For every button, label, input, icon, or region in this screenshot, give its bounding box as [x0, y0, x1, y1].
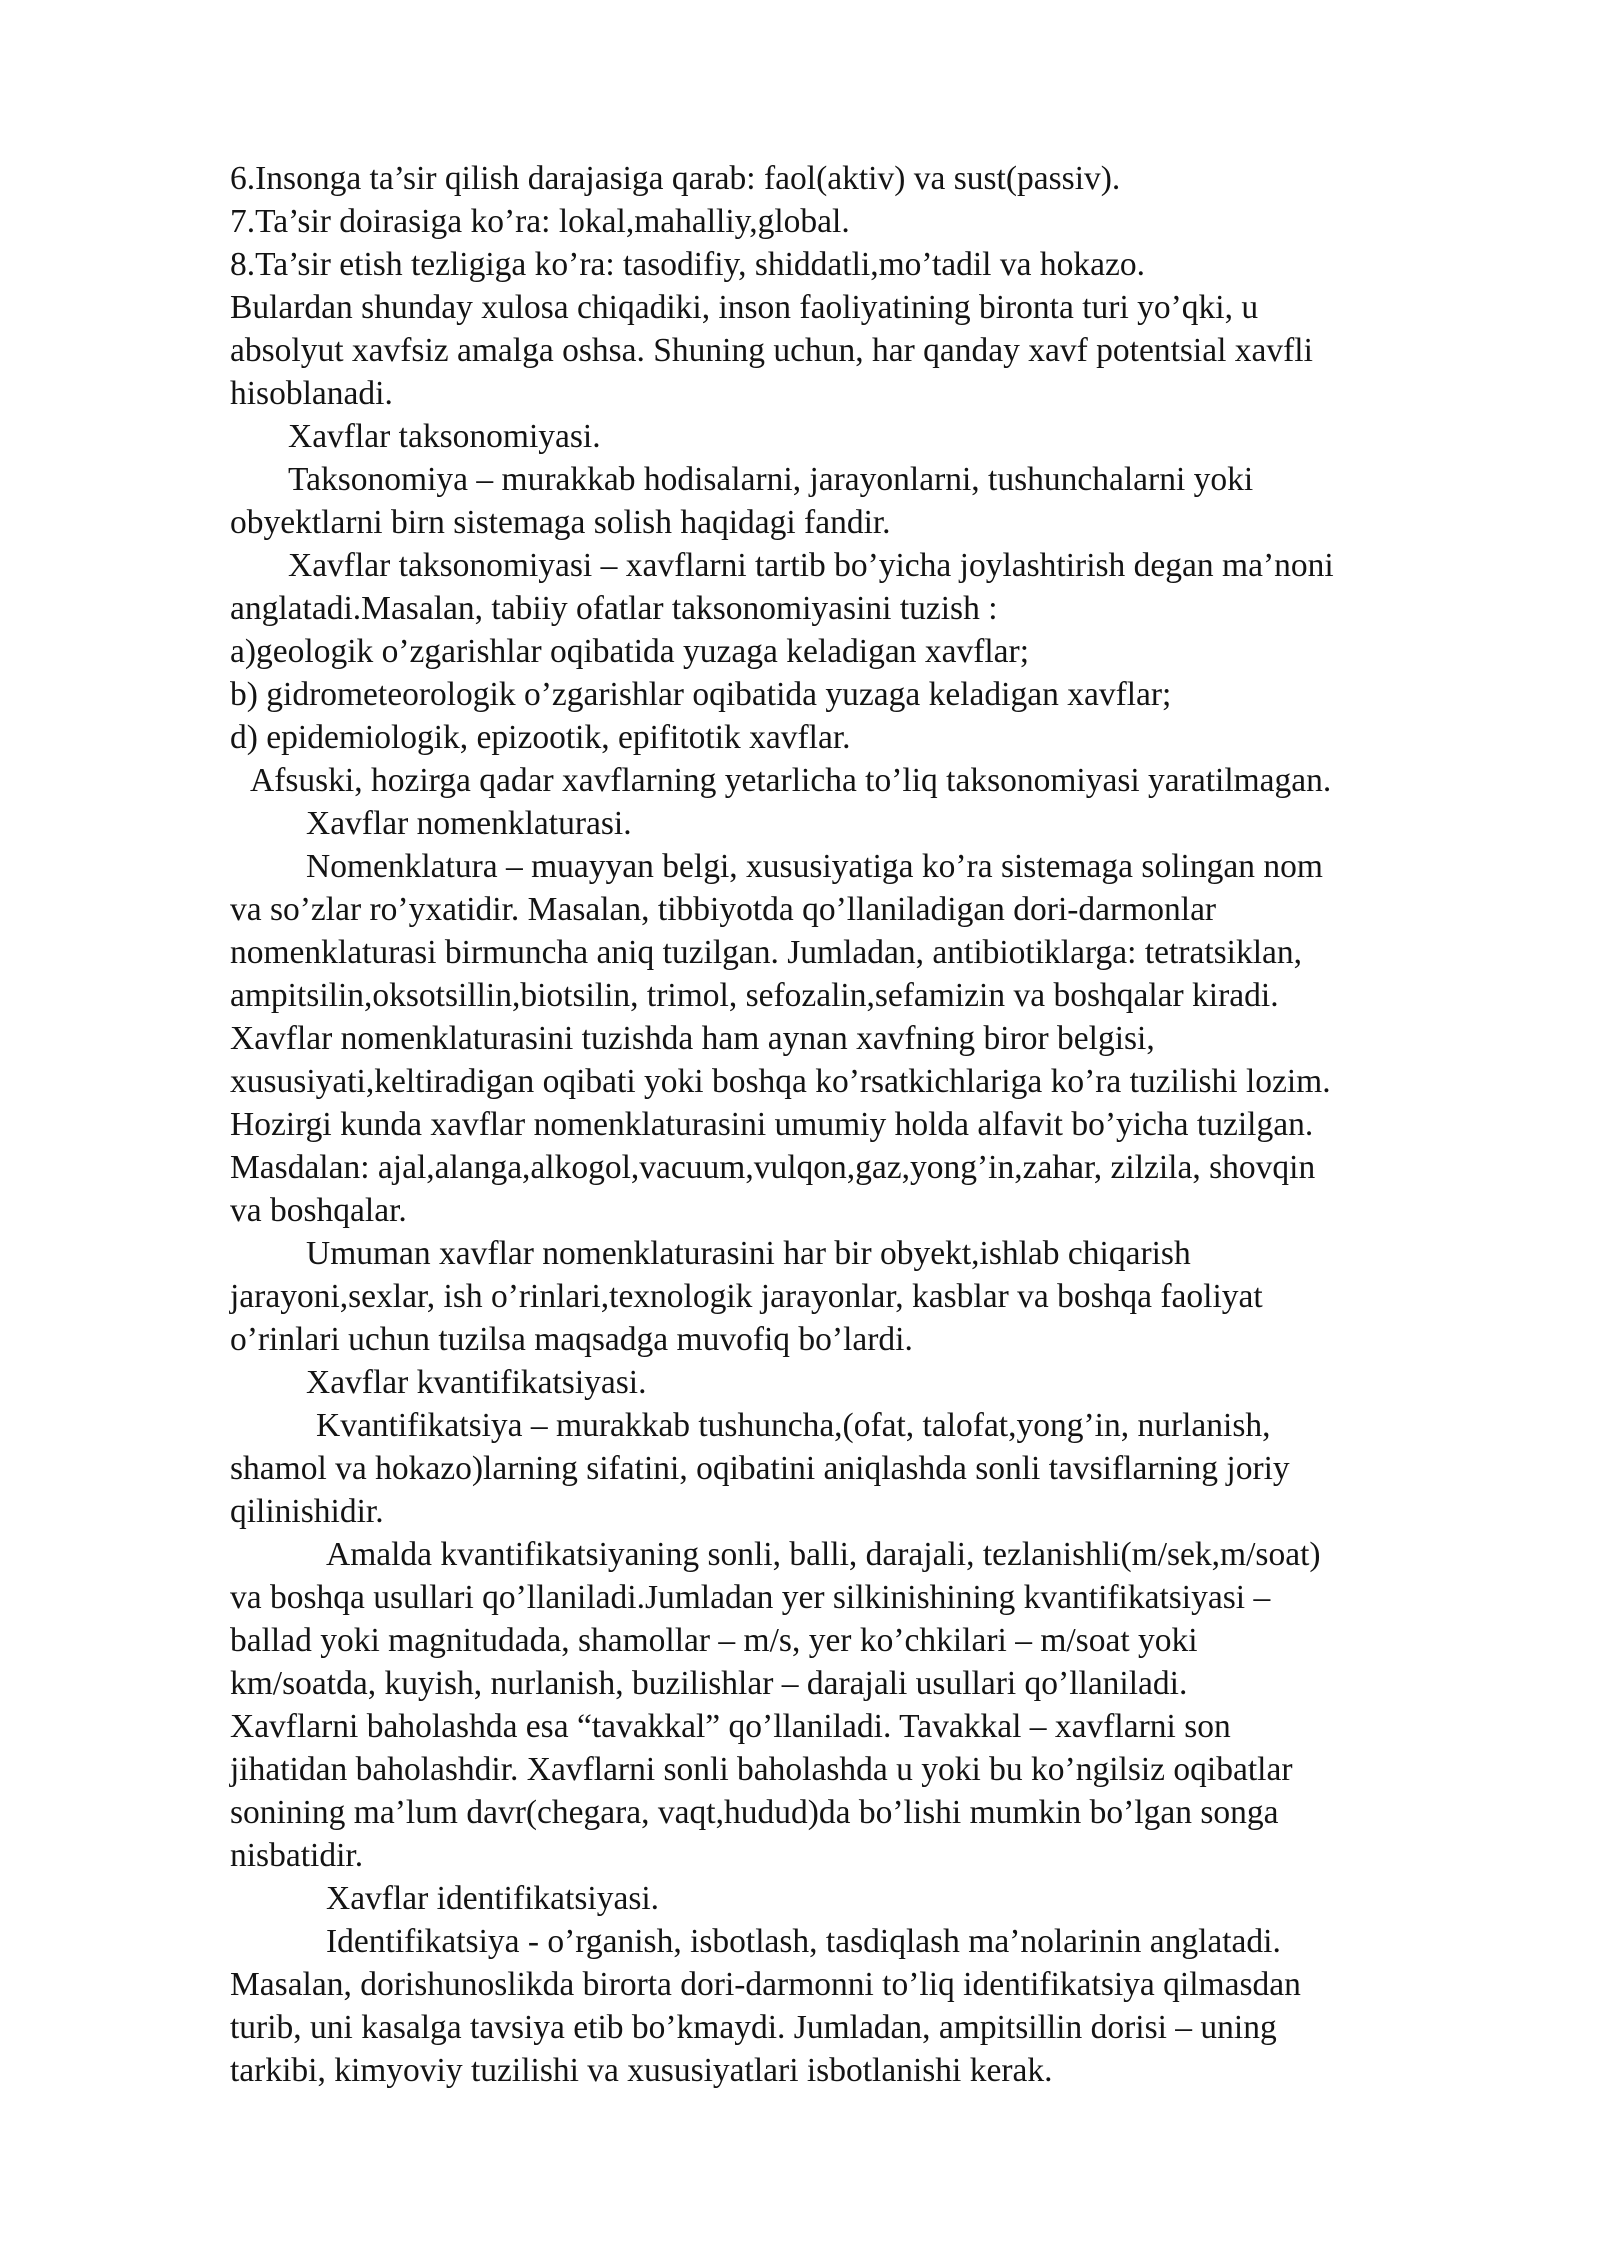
text-line: nomenklaturasi birmuncha aniq tuzilgan. Jumladan, antibiotiklarga: tetratsiklan,	[230, 934, 1303, 971]
text-line: obyektlarni birn sistemaga solish haqidagi fandir.	[230, 504, 891, 541]
text-line: 8.Ta’sir etish tezligiga ko’ra: tasodifiy, shiddatli,mo’tadil va hokazo.	[230, 246, 1145, 283]
text-line: va boshqa usullari qo’llaniladi.Jumladan yer silkinishining kvantifikatsiyasi –	[230, 1579, 1271, 1616]
section-heading: Xavflar identifikatsiyasi.	[326, 1880, 660, 1917]
text-line: jarayoni,sexlar, ish o’rinlari,texnologik jarayonlar, kasblar va boshqa faoliyat	[230, 1278, 1263, 1315]
section-heading: Xavflar kvantifikatsiyasi.	[306, 1364, 647, 1401]
text-line: Afsuski, hozirga qadar xavflarning yetarlicha to’liq taksonomiyasi yaratilmagan.	[250, 762, 1332, 799]
text-line: Masalan, dorishunoslikda birorta dori-darmonni to’liq identifikatsiya qilmasdan	[230, 1966, 1301, 2003]
text-line: xususiyati,keltiradigan oqibati yoki boshqa ko’rsatkichlariga ko’ra tuzilishi lozim.	[230, 1063, 1331, 1100]
text-line: b) gidrometeorologik o’zgarishlar oqibatida yuzaga keladigan xavflar;	[230, 676, 1172, 713]
text-line: absolyut xavfsiz amalga oshsa. Shuning uchun, har qanday xavf potentsial xavfli	[230, 332, 1313, 369]
text-line: Hozirgi kunda xavflar nomenklaturasini umumiy holda alfavit bo’yicha tuzilgan.	[230, 1106, 1314, 1143]
text-line: Identifikatsiya - o’rganish, isbotlash, tasdiqlash ma’nolarinin anglatadi.	[326, 1923, 1281, 1960]
text-line: Nomenklatura – muayyan belgi, xususiyatiga ko’ra sistemaga solingan nom	[306, 848, 1323, 885]
text-line: Kvantifikatsiya – murakkab tushuncha,(ofat, talofat,yong’in, nurlanish,	[316, 1407, 1271, 1444]
text-line: Xavflarni baholashda esa “tavakkal” qo’llaniladi. Tavakkal – xavflarni son	[230, 1708, 1231, 1745]
text-line: km/soatda, kuyish, nurlanish, buzilishlar – darajali usullari qo’llaniladi.	[230, 1665, 1188, 1702]
text-line: turib, uni kasalga tavsiya etib bo’kmaydi. Jumladan, ampitsillin dorisi – uning	[230, 2009, 1277, 2046]
text-line: Amalda kvantifikatsiyaning sonli, balli, darajali, tezlanishli(m/sek,m/soat)	[326, 1536, 1321, 1573]
text-line: jihatidan baholashdir. Xavflarni sonli baholashda u yoki bu ko’ngilsiz oqibatlar	[230, 1751, 1293, 1788]
text-line: qilinishidir.	[230, 1493, 384, 1530]
section-heading: Xavflar taksonomiyasi.	[288, 418, 601, 455]
text-line: anglatadi.Masalan, tabiiy ofatlar taksonomiyasini tuzish :	[230, 590, 998, 627]
text-line: Bulardan shunday xulosa chiqadiki, inson faoliyatining bironta turi yo’qki, u	[230, 289, 1259, 326]
text-line: shamol va hokazo)larning sifatini, oqibatini aniqlashda sonli tavsiflarning joriy	[230, 1450, 1290, 1487]
text-line: Xavflar taksonomiyasi – xavflarni tartib bo’yicha joylashtirish degan ma’noni	[288, 547, 1334, 584]
text-line: Taksonomiya – murakkab hodisalarni, jarayonlarni, tushunchalarni yoki	[288, 461, 1254, 498]
text-line: nisbatidir.	[230, 1837, 364, 1874]
text-line: Xavflar nomenklaturasini tuzishda ham aynan xavfning biror belgisi,	[230, 1020, 1155, 1057]
text-line: sonining ma’lum davr(chegara, vaqt,hudud)da bo’lishi mumkin bo’lgan songa	[230, 1794, 1279, 1831]
text-line: 7.Ta’sir doirasiga ko’ra: lokal,mahalliy,global.	[230, 203, 850, 240]
text-line: va so’zlar ro’yxatidir. Masalan, tibbiyotda qo’llaniladigan dori-darmonlar	[230, 891, 1217, 928]
text-line: va boshqalar.	[230, 1192, 407, 1229]
text-line: Umuman xavflar nomenklaturasini har bir obyekt,ishlab chiqarish	[306, 1235, 1191, 1272]
section-heading: Xavflar nomenklaturasi.	[306, 805, 632, 842]
text-line: ampitsilin,oksotsillin,biotsilin, trimol, sefozalin,sefamizin va boshqalar kiradi.	[230, 977, 1279, 1014]
text-line: d) epidemiologik, epizootik, epifitotik xavflar.	[230, 719, 851, 756]
text-line: 6.Insonga ta’sir qilish darajasiga qarab: faol(aktiv) va sust(passiv).	[230, 160, 1121, 197]
text-line: ballad yoki magnitudada, shamollar – m/s, yer ko’chkilari – m/soat yoki	[230, 1622, 1198, 1659]
text-line: o’rinlari uchun tuzilsa maqsadga muvofiq bo’lardi.	[230, 1321, 913, 1358]
text-line: hisoblanadi.	[230, 375, 393, 412]
text-line: tarkibi, kimyoviy tuzilishi va xususiyatlari isbotlanishi kerak.	[230, 2052, 1053, 2089]
text-line: Masdalan: ajal,alanga,alkogol,vacuum,vulqon,gaz,yong’in,zahar, zilzila, shovqin	[230, 1149, 1316, 1186]
text-line: a)geologik o’zgarishlar oqibatida yuzaga keladigan xavflar;	[230, 633, 1030, 670]
